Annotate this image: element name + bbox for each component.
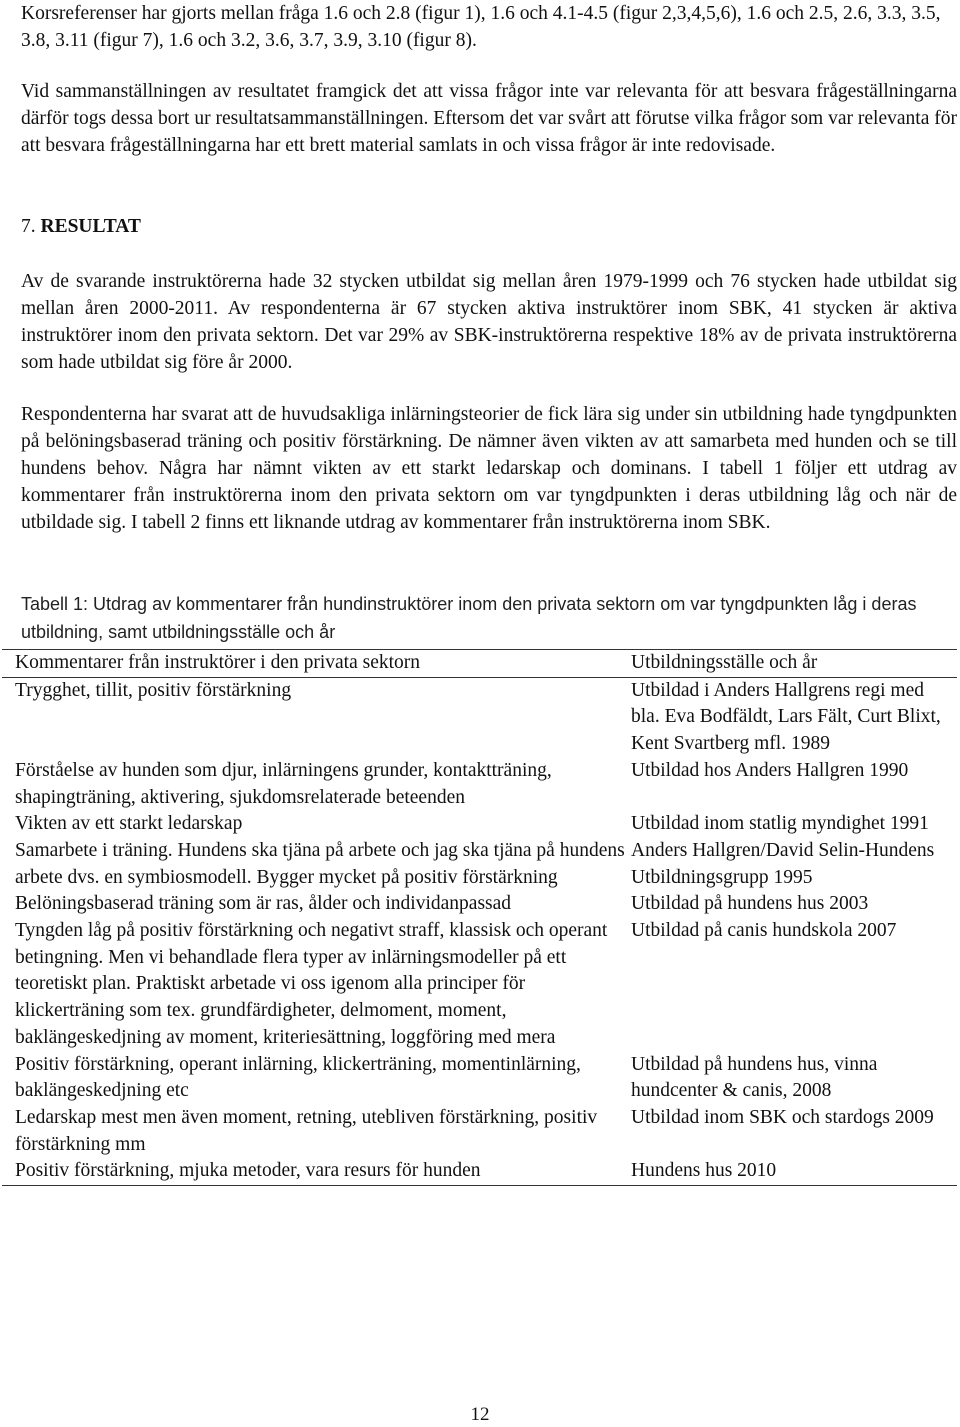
- table-cell-comment: Tyngden låg på positiv förstärkning och negativt straff, klassisk och operant betingning. Men vi behandlade flera typer av inlärningsmodeller på ett teoretiskt plan. Praktiskt arbetade vi oss igenom alla principer för klickerträning som tex. grundfärdigheter, delmoment, moment, baklängeskedjning av moment, kriteriesättning, loggföring med mera: [15, 920, 608, 1048]
- table-cell-place-year: Anders Hallgren/David Selin-Hundens Utbildningsgrupp 1995: [631, 839, 935, 888]
- table-row: [2, 1105, 957, 1158]
- table-header-comments: Kommentarer från instruktörer i den privata sektorn: [2, 650, 631, 678]
- section-heading: [21, 213, 141, 240]
- table-cell-place-year: Utbildad inom SBK och stardogs 2009: [631, 1106, 934, 1128]
- table-cell-comment: Positiv förstärkning, mjuka metoder, vara resurs för hunden: [2, 1158, 631, 1185]
- table-row: [2, 677, 957, 758]
- section-number: 7.: [21, 216, 36, 237]
- table-header-place-year: Utbildningsställe och år: [631, 650, 957, 678]
- paragraph-cross-references: Korsreferenser har gjorts mellan fråga 1.6 och 2.8 (figur 1), 1.6 och 4.1-4.5 (figur 2,3,4,5,6), 1.6 och 2.5, 2.6, 3.3, 3.5, 3.8, 3.11 (figur 7), 1.6 och 3.2, 3.6, 3.7, 3.9, 3.10 (figur 8).: [21, 3, 941, 51]
- table-row: [2, 891, 957, 918]
- section-title: RESULTAT: [40, 216, 141, 237]
- paragraph-respondents: Av de svarande instruktörerna hade 32 stycken utbildat sig mellan åren 1979-1999 och 76 stycken hade utbildat sig mellan åren 2000-2011. Av respondenterna är 67 stycken aktiva instruktörer inom SBK, 41 stycken är aktiva instruktörer inom den privata sektorn. Det var 29% av SBK-instruktörerna respektive 18% av de privata instruktörerna som hade utbildat sig före år 2000.: [21, 271, 957, 373]
- table-row: [2, 811, 957, 838]
- paragraph-learning-theories: Respondenterna har svarat att de huvudsakliga inlärningsteorier de fick lära sig under sin utbildning hade tyngdpunkten på belöningsbaserad träning och positiv förstärkning. De nämner även vikten av att samarbeta med hunden och se till hundens behov. Några har nämnt vikten av ett starkt ledarskap och dominans. I tabell 1 följer ett utdrag av kommentarer från instruktörerna inom den privata sektorn om var tyngdpunkten i deras utbildning låg och när de utbildade sig. I tabell 2 finns ett liknande utdrag av kommentarer från instruktörerna inom SBK.: [21, 404, 957, 533]
- table-cell-comment: Samarbete i träning. Hundens ska tjäna på arbete och jag ska tjäna på hundens arbete dvs. en symbiosmodell. Bygger mycket på positiv förstärkning: [15, 839, 625, 888]
- page-number: 12: [470, 1404, 490, 1425]
- table-row: [2, 918, 957, 1052]
- table-row: [2, 758, 957, 811]
- table-cell-place-year: Utbildad i Anders Hallgrens regi med bla. Eva Bodfäldt, Lars Fält, Curt Blixt, Kent Svartberg mfl. 1989: [631, 679, 941, 755]
- table-cell-place-year: Utbildad hos Anders Hallgren 1990: [631, 759, 909, 781]
- table-cell-comment: Belöningsbaserad träning som är ras, ålder och individanpassad: [15, 893, 512, 915]
- table-header-row: [2, 650, 957, 678]
- table-cell-place-year: Hundens hus 2010: [631, 1158, 957, 1185]
- table-cell-place-year: Utbildad inom statlig myndighet 1991: [631, 813, 929, 835]
- table-caption: Tabell 1: Utdrag av kommentarer från hundinstruktörer inom den privata sektorn om var tyngdpunkten låg i deras utbildning, samt utbildningsställe och år: [21, 594, 917, 642]
- table-row: [2, 838, 957, 891]
- table-cell-comment: Positiv förstärkning, operant inlärning, klickerträning, momentinlärning, baklängeskedjning etc: [15, 1053, 581, 1102]
- table-cell-comment: Ledarskap mest men även moment, retning, utebliven förstärkning, positiv förstärkning mm: [15, 1106, 598, 1155]
- paragraph-methodology: Vid sammanställningen av resultatet framgick det att vissa frågor inte var relevanta för att besvara frågeställningarna därför togs dessa bort ur resultatsammanställningen. Eftersom det var svårt att förutse vilka frågor som var relevanta för att besvara frågeställningarna har ett brett material samlats in och vissa frågor är inte redovisade.: [21, 81, 957, 156]
- table-cell-comment: Trygghet, tillit, positiv förstärkning: [15, 679, 292, 701]
- table-cell-place-year: Utbildad på hundens hus 2003: [631, 893, 869, 915]
- comments-table: [2, 649, 957, 1186]
- table-cell-comment: Vikten av ett starkt ledarskap: [15, 813, 243, 835]
- table-cell-comment: Förståelse av hunden som djur, inlärningens grunder, kontaktträning, shapingträning, aktivering, sjukdomsrelaterade beteenden: [15, 759, 552, 808]
- table-cell-place-year: Utbildad på hundens hus, vinna hundcenter & canis, 2008: [631, 1053, 878, 1102]
- table-cell-place-year: Utbildad på canis hundskola 2007: [631, 920, 897, 942]
- table-row: [2, 1052, 957, 1105]
- table-row: [2, 1158, 957, 1185]
